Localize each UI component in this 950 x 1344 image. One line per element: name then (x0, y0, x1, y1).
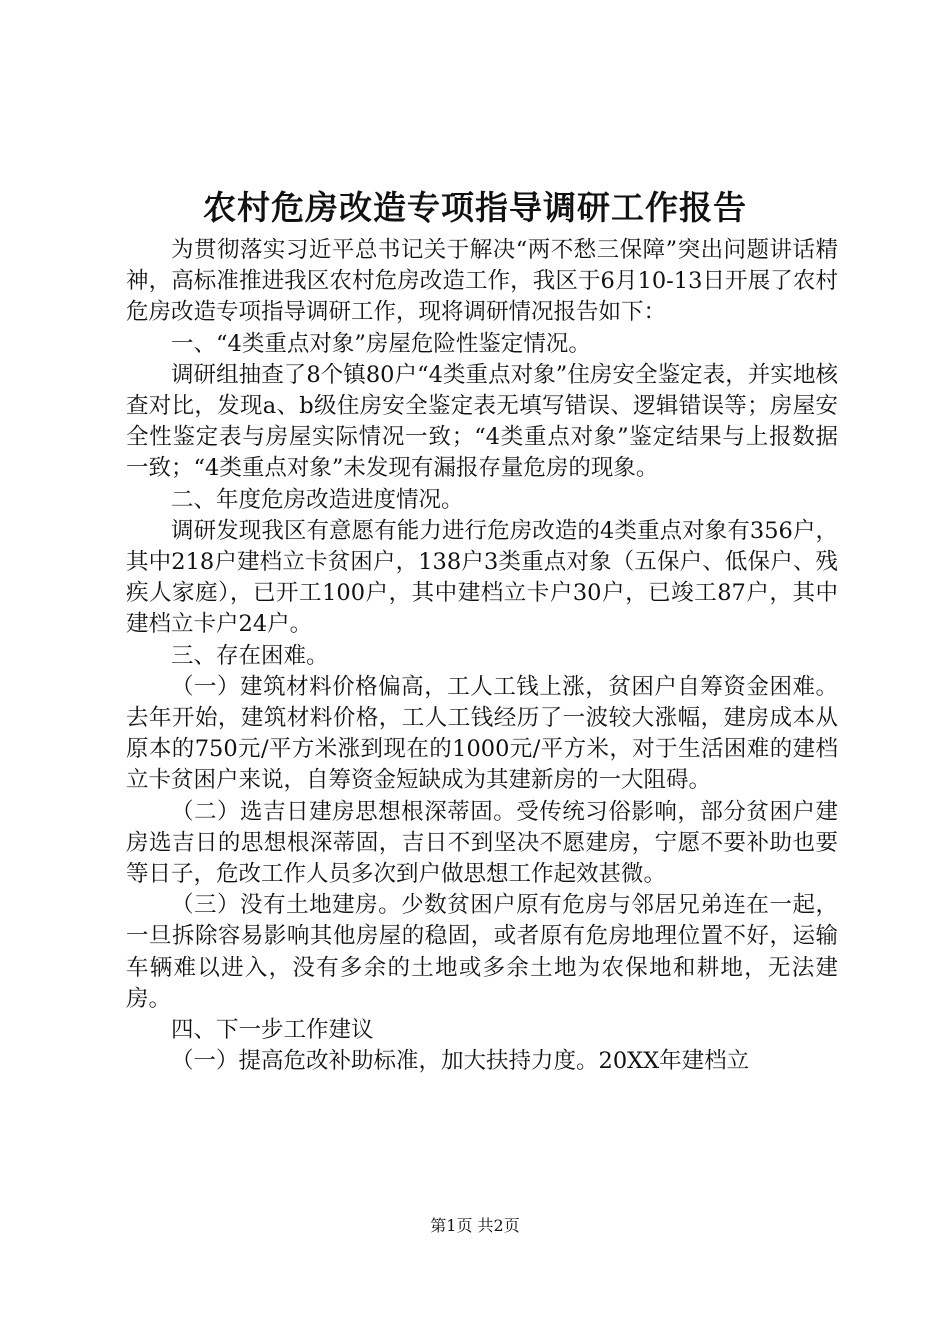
paragraph-suggestion-1: （一）提高危改补助标准，加大扶持力度。20XX年建档立 (171, 1048, 750, 1075)
paragraph-intro: 为贯彻落实习近平总书记关于解决“两不愁三保障”突出问题讲话精神，高标准推进我区农村危房改造工作，我区于6月10-13日开展了农村危房改造专项指导调研工作，现将调研情况报告如下： (126, 237, 838, 326)
heading-section-2: 二、年度危房改造进度情况。 (171, 486, 464, 513)
page-number-footer: 第1页 共2页 (430, 1216, 520, 1235)
document-body (126, 235, 838, 1077)
paragraph-section-2: 调研发现我区有意愿有能力进行危房改造的4类重点对象有356户，其中218户建档立卡贫困户，138户3类重点对象（五保户、低保户、残疾人家庭），已开工100户，其中建档立卡户30户，已竣工87户，其中建档立卡户24户。 (126, 517, 838, 638)
paragraph-difficulty-3: （三）没有土地建房。少数贫困户原有危房与邻居兄弟连在一起，一旦拆除容易影响其他房屋的稳固，或者原有危房地理位置不好，运输车辆难以进入，没有多余的土地或多余土地为农保地和耕地，无法建房。 (126, 892, 838, 1012)
heading-section-4: 四、下一步工作建议 (171, 1017, 374, 1044)
paragraph-difficulty-1: （一）建筑材料价格偏高，工人工钱上涨，贫困户自筹资金困难。去年开始，建筑材料价格，工人工钱经历了一波较大涨幅，建房成本从原本的750元/平方米涨到现在的1000元/平方米，对于生活困难的建档立卡贫困户来说，自筹资金短缺成为其建新房的一大阻碍。 (126, 673, 838, 794)
document-title: 农村危房改造专项指导调研工作报告 (203, 188, 747, 227)
paragraph-section-1: 调研组抽查了8个镇80户“4类重点对象”住房安全鉴定表，并实地核查对比，发现a、b级住房安全鉴定表无填写错误、逻辑错误等；房屋安全性鉴定表与房屋实际情况一致；“4类重点对象”鉴定结果与上报数据一致；“4类重点对象”未发现有漏报存量危房的现象。 (126, 361, 838, 482)
paragraph-difficulty-2: （二）选吉日建房思想根深蒂固。受传统习俗影响，部分贫困户建房选吉日的思想根深蒂固，吉日不到坚决不愿建房，宁愿不要补助也要等日子，危改工作人员多次到户做思想工作起效甚微。 (126, 798, 838, 888)
heading-section-1: 一、“4类重点对象”房屋危险性鉴定情况。 (171, 330, 591, 357)
heading-section-3: 三、存在困难。 (171, 642, 329, 669)
